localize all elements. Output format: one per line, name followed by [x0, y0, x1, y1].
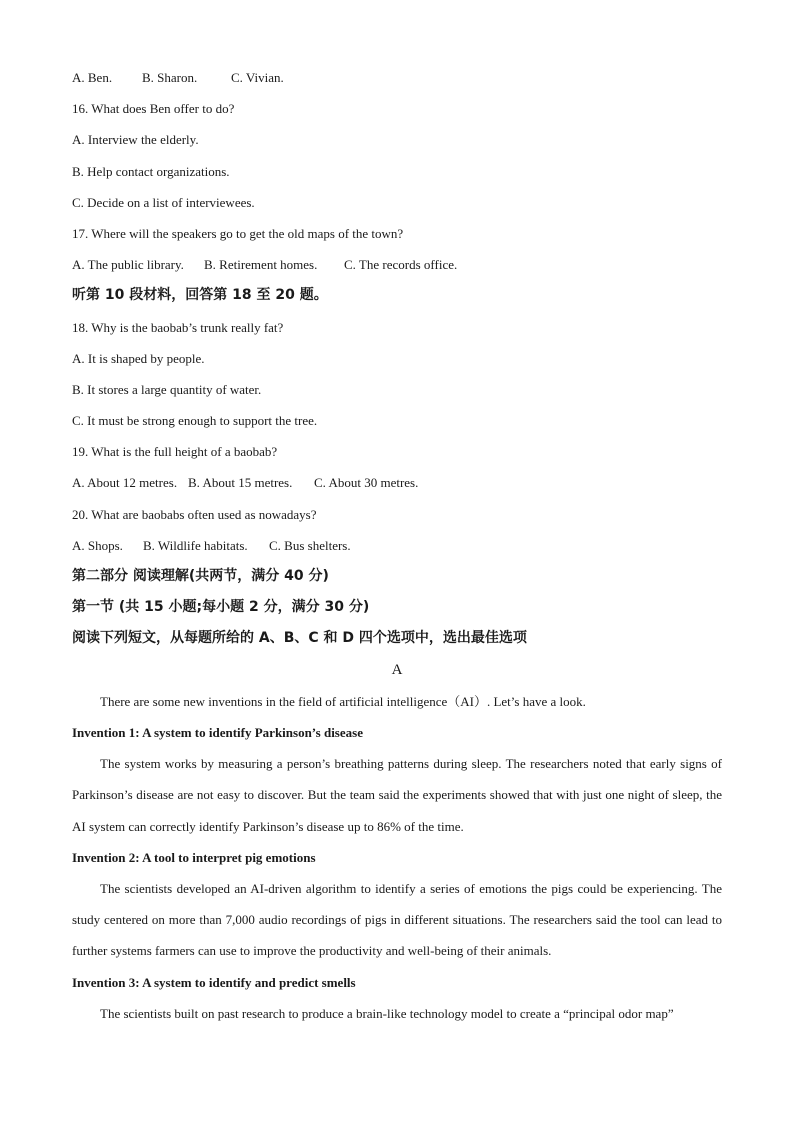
q18-option-a: A. It is shaped by people.	[72, 350, 205, 366]
q18-question: 18. Why is the baobab’s trunk really fat?	[72, 319, 284, 335]
invention-3-text: The scientists built on past research to produce a brain-like technology model to create a “principal odor map”	[100, 1005, 674, 1021]
reading-instruction: 阅读下列短文，从每题所给的 A、B、C 和 D 四个选项中，选出最佳选项	[72, 630, 527, 647]
q17-question: 17. Where will the speakers go to get the old maps of the town?	[72, 225, 404, 241]
invention-3-title: Invention 3: A system to identify and predict smells	[72, 974, 356, 990]
option-c: C. Bus shelters.	[269, 537, 351, 553]
q16-option-c: C. Decide on a list of interviewees.	[72, 194, 255, 210]
reading-part-heading: 第二部分 阅读理解(共两节，满分 40 分)	[72, 568, 329, 584]
option-c: C. The records office.	[344, 257, 458, 273]
invention-2-title: Invention 2: A tool to interpret pig emotions	[72, 849, 316, 865]
q16-option-a: A. Interview the elderly.	[72, 132, 199, 148]
option-a: A. The public library.	[72, 257, 184, 273]
q20-question: 20. What are baobabs often used as nowadays?	[72, 506, 317, 522]
option-b: B. Sharon.	[142, 70, 198, 85]
q20-options	[72, 530, 722, 561]
q18-option-b: B. It stores a large quantity of water.	[72, 381, 262, 397]
reading-section-heading: 第一节 (共 15 小题;每小题 2 分，满分 30 分)	[72, 599, 370, 616]
option-a: A. Ben.	[72, 70, 113, 85]
q16-option-b: B. Help contact organizations.	[72, 163, 230, 179]
q16-question: 16. What does Ben offer to do?	[72, 101, 235, 117]
invention-1-text: The system works by measuring a person’s breathing patterns during sleep. The researchers noted that early signs of Parkinson’s disease are not easy to discover. But the team said the experiments showed that with just one night of sleep, the AI system can correctly identify Parkinson’s disease up to 86% of the time.	[72, 756, 722, 834]
q18-option-c: C. It must be strong enough to support the tree.	[72, 413, 318, 429]
option-a: A. About 12 metres.	[72, 475, 178, 491]
q19-options	[72, 467, 722, 498]
section10-heading: 听第 10 段材料，回答第 18 至 20 题。	[72, 287, 328, 304]
option-b: B. Wildlife habitats.	[143, 537, 248, 553]
invention-1-title: Invention 1: A system to identify Parkinson’s disease	[72, 724, 363, 740]
q15-options	[72, 62, 722, 93]
option-a: A. Shops.	[72, 537, 123, 553]
option-c: C. Vivian.	[231, 70, 284, 85]
option-c: C. About 30 metres.	[314, 475, 419, 491]
passage-label: A	[391, 661, 403, 678]
q17-options	[72, 249, 722, 280]
option-b: B. Retirement homes.	[204, 257, 318, 273]
passage-intro: There are some new inventions in the field of artificial intelligence（AI）. Let’s have a look.	[100, 693, 586, 709]
invention-2-text: The scientists developed an AI-driven algorithm to identify a series of emotions the pigs could be experiencing. The study centered on more than 7,000 audio recordings of pigs in different situations. The researchers said the tool can lead to further systems farmers can use to improve the productivity and well-being of their animals.	[72, 880, 722, 959]
exam-page	[72, 62, 722, 1029]
option-b: B. About 15 metres.	[188, 475, 293, 491]
q19-question: 19. What is the full height of a baobab?	[72, 444, 278, 460]
